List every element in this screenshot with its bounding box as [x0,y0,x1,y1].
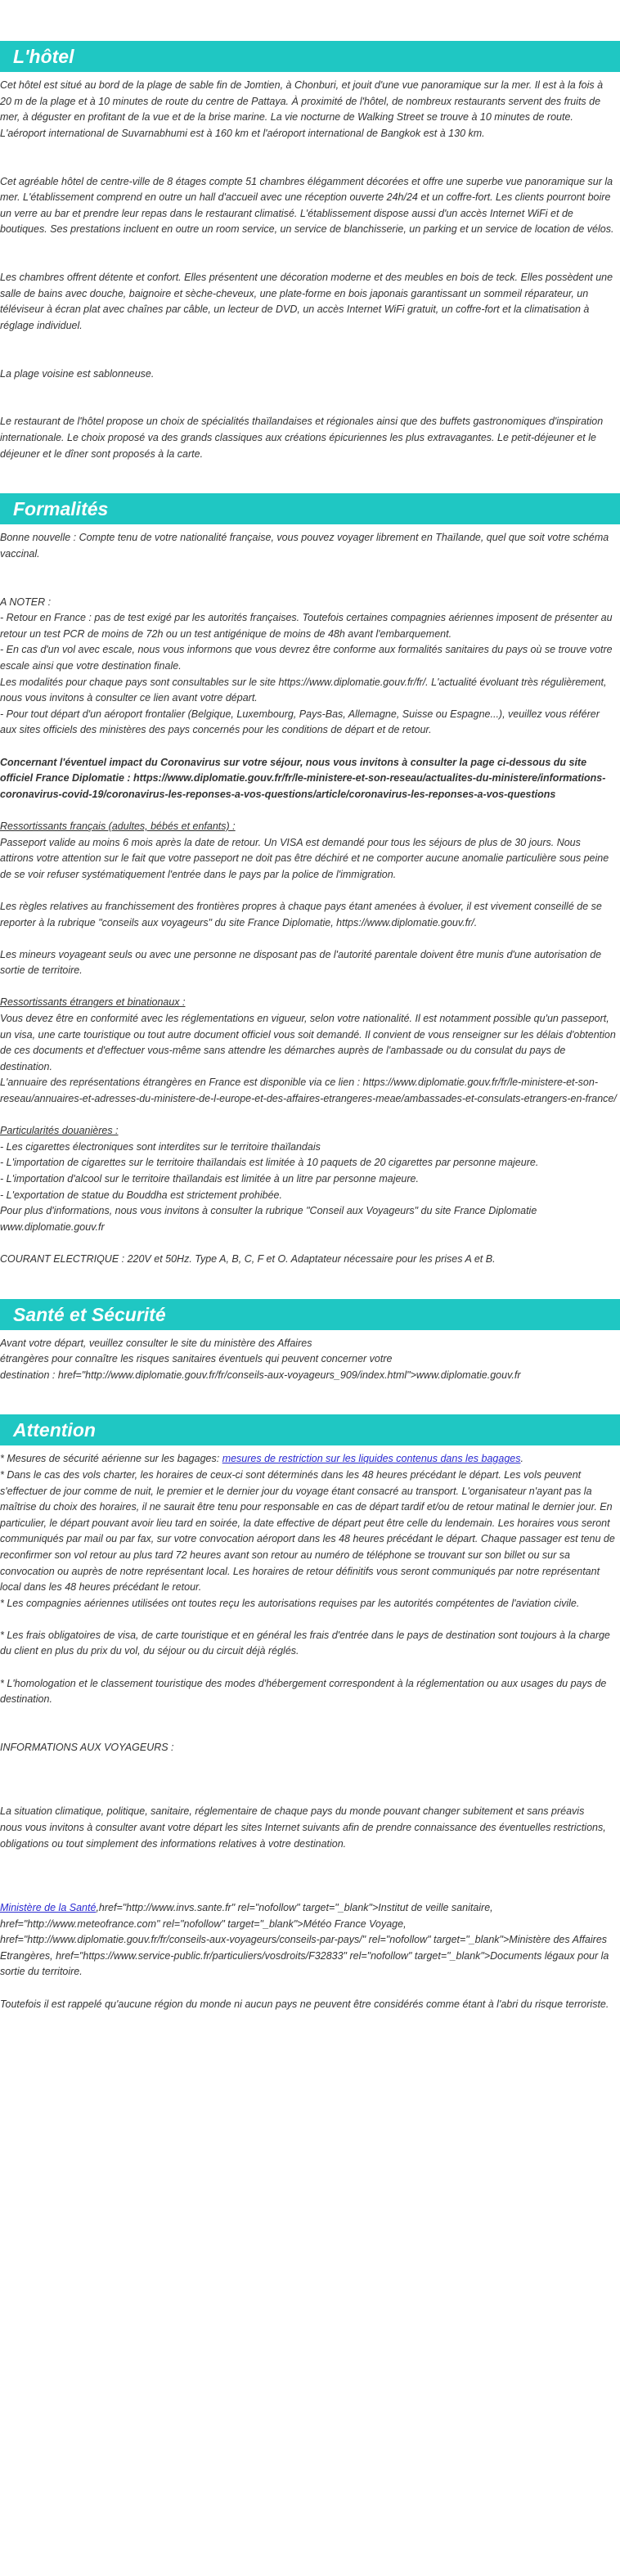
terrorism-risk-text: Toutefois il est rappelé qu'aucune région du monde ni aucun pays ne peuvent être considérés comme étant à l'abri du risque terroriste. [0,1998,609,2010]
sante-section [0,1336,620,1384]
liquids-restriction-link[interactable]: mesures de restriction sur les liquides contenus dans les bagages [222,1453,521,1465]
formalites-intro: Bonne nouvelle : Compte tenu de votre nationalité française, vous pouvez voyager librement en Thaïlande, quel que soit votre schéma vaccinal. [0,532,609,560]
foreign-nationals-heading: Ressortissants étrangers et binationaux : [0,996,186,1009]
customs-line: Pour plus d'informations, nous vous invitons à consulter la rubrique "Conseil aux Voyageurs" du site France Diplomatie www.diplomatie.gouv.fr [0,1205,537,1233]
sante-line: Avant votre départ, veuillez consulter le site du ministère des Affaires [0,1337,312,1349]
hotel-paragraph: La plage voisine est sablonneuse. [0,367,155,380]
border-rules-text: Les règles relatives au franchissement des frontières propres à chaque pays étant amenées à évoluer, il est vivement conseillé de se reporter à la rubrique "conseils aux voyageurs" du site France Diplomatie, https://www.diplomatie.gouv.fr/. [0,900,602,928]
accommodation-rating-text: * L'homologation et le classement touristique des modes d'hébergement correspondent à la réglementation ou aux usages du pays de destination. [0,1677,607,1706]
foreign-nationals-text: Vous devez être en conformité avec les réglementations en vigueur, selon votre nationalité. Il est notamment possible qu'un passeport, un visa, une carte touristique ou tout autre document officiel vous soit demandé. Il convient de vous renseigner sur les délais d'obtention de ces documents et d'effectuer vous-même sans attendre les démarches auprès de l'ambassade ou du consulat du pays de destination. [0,1013,616,1072]
hotel-paragraph: Le restaurant de l'hôtel propose un choix de spécialités thaïlandaises et régionales ainsi que des buffets gastronomiques d'inspiration internationale. Le choix proposé va des grands classiques aux créations épicuriennes les plus extravagantes. Le petit-déjeuner et le déjeuner et le dîner sont proposés à la carte. [0,416,604,460]
hotel-section [0,78,620,462]
mandatory-fees-text: * Les frais obligatoires de visa, de carte touristique et en général les frais d'entrée dans le pays de destination sont toujours à la charge du client en plus du prix du vol, du séjour ou du circuit déjà réglés. [0,1629,610,1657]
traveler-info-title: INFORMATIONS AUX VOYAGEURS : [0,1742,174,1754]
anoter-title: A NOTER : [0,596,52,608]
anoter-line: - Retour en France : pas de test exigé par les autorités françaises. Toutefois certaines compagnies aériennes imposent de présenter au retour un test PCR de moins de 72h ou un test antigénique de moins de 48h avant l'embarquement. [0,612,613,640]
customs-line: - L'exportation de statue du Bouddha est strictement prohibée. [0,1189,282,1201]
electric-current-text: COURANT ELECTRIQUE : 220V et 50Hz. Type A, B, C, F et O. Adaptateur nécessaire pour les prises A et B. [0,1252,496,1265]
charter-schedule-text: * Dans le cas des vols charter, les horaires de ceux-ci sont déterminés dans les 48 heures précédant le départ. Les vols peuvent s'effectuer de jour comme de nuit, le premier et le dernier jour du voyage étant consacré au transport. L'organisateur n'ayant pas la maîtrise du choix des horaires, il ne saurait être tenu pour responsable en cas de départ tardif et/ou de retour matinal le dernier jour. En particulier, le départ pouvant avoir lieu tard en soirée, la date effective de départ peut être celle du lendemain. Les horaires vous seront communiqués par mail ou par fax, sur votre convocation aéroport dans les 48 heures précédant le départ. Chaque passager est tenu de reconfirmer son vol retour au plus tard 72 heures avant son retour au numéro de téléphone se trouvant sur son billet ou sur sa convocation ou auprès de notre représentant local. Les horaires de retour définitifs vous seront communiqués par notre représentant local dans les 48 heures précédant le retour. [0,1468,615,1594]
minors-text: Les mineurs voyageant seuls ou avec une personne ne disposant pas de l'autorité parentale doivent être munis d'une autorisation de sortie de territoire. [0,948,602,977]
customs-line: - L'importation d'alcool sur le territoire thaïlandais est limitée à un litre par personne majeure. [0,1173,419,1185]
section-title-formalites: Formalités [0,493,620,524]
anoter-line: Les modalités pour chaque pays sont consultables sur le site https://www.diplomatie.gouv.fr/fr/. L'actualité évoluant très régulièrement, nous vous invitons à consulter ce lien avant votre départ. [0,676,607,704]
luggage-security-line [0,1451,617,1468]
luggage-security-suffix: . [520,1453,523,1465]
anoter-line: - En cas d'un vol avec escale, nous vous informons que vous devrez être conforme aux formalités sanitaires du pays où se trouve votre escale ainsi que votre destination finale. [0,644,613,672]
sante-line: étrangères pour connaître les risques sanitaires éventuels qui peuvent concerner votre [0,1353,393,1365]
french-nationals-heading: Ressortissants français (adultes, bébés et enfants) : [0,820,236,832]
customs-heading: Particularités douanières : [0,1125,119,1137]
hotel-paragraph: Cet hôtel est situé au bord de la plage de sable fin de Jomtien, à Chonburi, et jouit d'une vue panoramique sur la mer. Il est à la fois à 20 m de la plage et à 10 minutes de route du centre de Pattaya. À proximité de l'hôtel, de nombreux restaurants servent des fruits de mer, à déguster en profitant de la vue et de la brise marine. La vie nocturne de Walking Street se trouve à 10 minutes de route. L'aéroport international de Suvarnabhumi est à 160 km et l'aéroport international de Bangkok est à 130 km. [0,79,604,139]
useful-sites-text [0,1900,617,1980]
section-title-hotel: L'hôtel [0,41,620,72]
section-title-attention: Attention [0,1414,620,1445]
section-title-sante: Santé et Sécurité [0,1299,620,1330]
airlines-authorization-text: * Les compagnies aériennes utilisées ont toutes reçu les autorisations requises par les autorités compétentes de l'aviation civile. [0,1597,580,1609]
hotel-paragraph: Les chambres offrent détente et confort. Elles présentent une décoration moderne et des meubles en bois de teck. Elles possèdent une salle de bains avec douche, baignoire et sèche-cheveux, une plate-forme en bois japonais garantissant un sommeil réparateur, un téléviseur à écran plat avec chaînes par câble, un lecteur de DVD, un accès Internet WiFi gratuit, un coffre-fort et la climatisation à réglage individuel. [0,272,613,331]
customs-line: - Les cigarettes électroniques sont interdites sur le territoire thaïlandais [0,1140,321,1153]
french-nationals-text: Passeport valide au moins 6 mois après la date de retour. Un VISA est demandé pour tous les séjours de plus de 30 jours. Nous attirons votre attention sur le fait que votre passeport ne doit pas être déchiré et ne comporter aucune anomalie particulière sous peine de se voir refuser systématiquement l'entrée dans le pays par la police de l'immigration. [0,836,609,880]
useful-sites-list: ,href="http://www.invs.sante.fr" rel="nofollow" target="_blank">Institut de veille sanitaire, href="http://www.meteofrance.com" rel="nofollow" target="_blank">Météo France Voyage, href="http://www.diplomatie.gouv.fr/fr/conseils-aux-voyageurs/conseils-par-pays/" rel="nofollow" target="_blank">Ministère des Affaires Etrangères, href="https://www.service-public.fr/particuliers/vosdroits/F32833" rel="nofollow" target="_blank">Documents légaux pour la sortie du territoire. [0,1901,609,1978]
luggage-security-prefix: * Mesures de sécurité aérienne sur les bagages: [0,1453,222,1465]
situation-text: La situation climatique, politique, sanitaire, réglementaire de chaque pays du monde pouvant changer subitement et sans préavis nous vous invitons à consulter avant votre départ les sites Internet suivants afin de prendre connaissance des éventuelles restrictions, obligations ou tout simplement des informations relatives à votre destination. [0,1805,606,1850]
anoter-line: - Pour tout départ d'un aéroport frontalier (Belgique, Luxembourg, Pays-Bas, Allemagne, Suisse ou Espagne...), veuillez vous référer aux sites officiels des ministères des pays concernés pour les conditions de départ et de retour. [0,708,600,736]
covid-notice: Concernant l'éventuel impact du Coronavirus sur votre séjour, nous vous invitons à consulter la page ci-dessous du site officiel France Diplomatie : https://www.diplomatie.gouv.fr/fr/le-ministere-et-son-reseau/actualites-du-ministere/informations-coronavirus-covid-19/coronavirus-les-reponses-a-vos-questions/article/coronavirus-les-reponses-a-vos-questions [0,756,606,800]
sante-line: destination : href="http://www.diplomatie.gouv.fr/fr/conseils-aux-voyageurs_909/index.html">www.diplomatie.gouv.fr [0,1369,521,1381]
health-ministry-link[interactable]: Ministère de la Santé [0,1901,97,1913]
hotel-paragraph: Cet agréable hôtel de centre-ville de 8 étages compte 51 chambres élégamment décorées et offre une superbe vue panoramique sur la mer. L'établissement comprend en outre un hall d'accueil avec une réception ouverte 24h/24 et un coffre-fort. Les clients pourront boire un verre au bar et prendre leur repas dans le restaurant climatisé. L'établissement dispose aussi d'un accès Internet WiFi et de boutiques. Ses prestations incluent en outre un room service, un service de blanchisserie, un parking et un service de location de vélos. [0,175,614,236]
embassy-directory-text: L'annuaire des représentations étrangères en France est disponible via ce lien : https://www.diplomatie.gouv.fr/fr/le-ministere-et-son-reseau/annuaires-et-adresses-du-ministere-de-l-europe-et-des-affaires-etrangeres-meae/ambassades-et-consulats-etrangers-en-france/ [0,1077,617,1105]
customs-line: - L'importation de cigarettes sur le territoire thaïlandais est limitée à 10 paquets de 20 cigarettes par personne majeure. [0,1157,539,1169]
formalites-section [0,530,620,1267]
attention-section [0,1451,620,2012]
